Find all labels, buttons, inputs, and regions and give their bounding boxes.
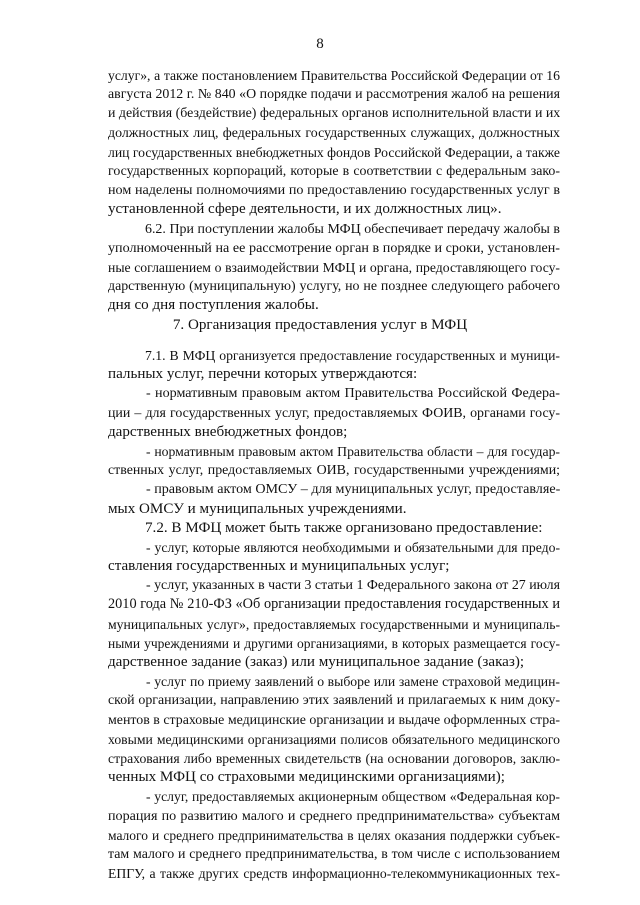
- text-line: дня со дня поступления жалобы.: [108, 297, 319, 314]
- text-line: ственных услуг, предоставляемых ОИВ, государственными учреждениями;: [108, 463, 560, 479]
- text-line: малого и среднего предпринимательства в целях оказания поддержки субъек-: [108, 827, 560, 843]
- text-line: ции – для государственных услуг, предоставляемых ФОИВ, органами госу-: [108, 405, 560, 421]
- text-line: ном наделены полномочиями по предоставлению государственных услуг в: [108, 182, 560, 199]
- text-line: порация по развитию малого и среднего предпринимательства» субъектам: [108, 807, 560, 824]
- text-line: дарственное задание (заказ) или муниципальное задание (заказ);: [108, 654, 525, 670]
- text-line: государственных корпораций, которые в соответствии с федеральным зако-: [108, 163, 560, 179]
- list-item: - нормативным правовым актом Правительства области – для государ-: [146, 443, 560, 459]
- text-line: ченных МФЦ со страховыми медицинскими организациями);: [108, 769, 505, 786]
- list-item: - правовым актом ОМСУ – для муниципальных услуг, предоставляе-: [146, 481, 560, 498]
- text-line: августа 2012 г. № 840 «О порядке подачи и рассмотрения жалоб на решения: [108, 87, 560, 103]
- list-item: - нормативным правовым актом Правительства Российской Федера-: [146, 385, 560, 402]
- text-line: должностных лиц, федеральных государственных служащих, должностных: [108, 125, 560, 141]
- section-heading: 7. Организация предоставления услуг в МФЦ: [172, 317, 468, 333]
- text-line: пальных услуг, перечни которых утверждаются:: [108, 366, 418, 383]
- text-line: там малого и среднего предпринимательства, в том числе с использованием: [108, 846, 560, 862]
- paragraph-start: 7.1. В МФЦ организуется предоставление государственных и муници-: [145, 348, 560, 363]
- text-line: ные соглашением о взаимодействии МФЦ и органа, предоставляющего госу-: [108, 259, 560, 275]
- text-line: уполномоченный на ее рассмотрение орган в порядке и сроки, установлен-: [108, 239, 560, 256]
- list-item: - услуг, которые являются необходимыми и обязательными для предо-: [146, 539, 560, 555]
- text-line: дарственную (муниципальную) услугу, но не позднее следующего рабочего: [108, 279, 560, 295]
- text-block-1: [108, 66, 560, 315]
- text-line: 2010 года № 210-ФЗ «Об организации предоставления государственных и: [108, 596, 560, 613]
- text-line: дарственных внебюджетных фондов;: [108, 423, 348, 440]
- paragraph-start: 6.2. При поступлении жалобы МФЦ обеспечивает передачу жалобы в: [145, 221, 560, 237]
- text-line: установленной сфере деятельности, и их должностных лиц».: [108, 201, 502, 218]
- text-line: страхования либо временных свидетельств (на основании договоров, заклю-: [108, 750, 560, 766]
- list-item: - услуг по приему заявлений о выборе или замене страховой медицин-: [146, 674, 560, 690]
- text-block-2: [108, 346, 560, 883]
- text-line: ЕПГУ, а также других средств информационно-телекоммуникационных тех-: [108, 866, 560, 882]
- list-item: - услуг, указанных в части 3 статьи 1 Федерального закона от 27 июля: [146, 578, 560, 594]
- text-line: ховыми медицинскими организациями полисов обязательного медицинского: [108, 731, 560, 747]
- text-line: и действия (бездействие) федеральных органов исполнительной власти и их: [108, 106, 560, 122]
- text-line: ставления государственных и муниципальных услуг;: [108, 558, 450, 575]
- text-line: мых ОМСУ и муниципальных учреждениями.: [108, 500, 407, 517]
- page-number: 8: [316, 36, 324, 52]
- text-line: ской организации, направлению этих заявлений и прилагаемых к ним доку-: [108, 693, 560, 709]
- list-item: - услуг, предоставляемых акционерным обществом «Федеральная кор-: [146, 789, 560, 805]
- text-line: ментов в страховые медицинские организации и выдаче оформленных стра-: [108, 712, 560, 728]
- text-line: лиц государственных внебюджетных фондов Российской Федерации, а также: [108, 144, 560, 160]
- text-line: муниципальных услуг», предоставляемых государственными и муниципаль-: [108, 616, 560, 632]
- text-line: услуг», а также постановлением Правительства Российской Федерации от 16: [108, 68, 560, 83]
- paragraph-start: 7.2. В МФЦ может быть также организовано предоставление:: [145, 519, 543, 536]
- text-line: ными учреждениями и другими организациями, в которых размещается госу-: [108, 635, 560, 651]
